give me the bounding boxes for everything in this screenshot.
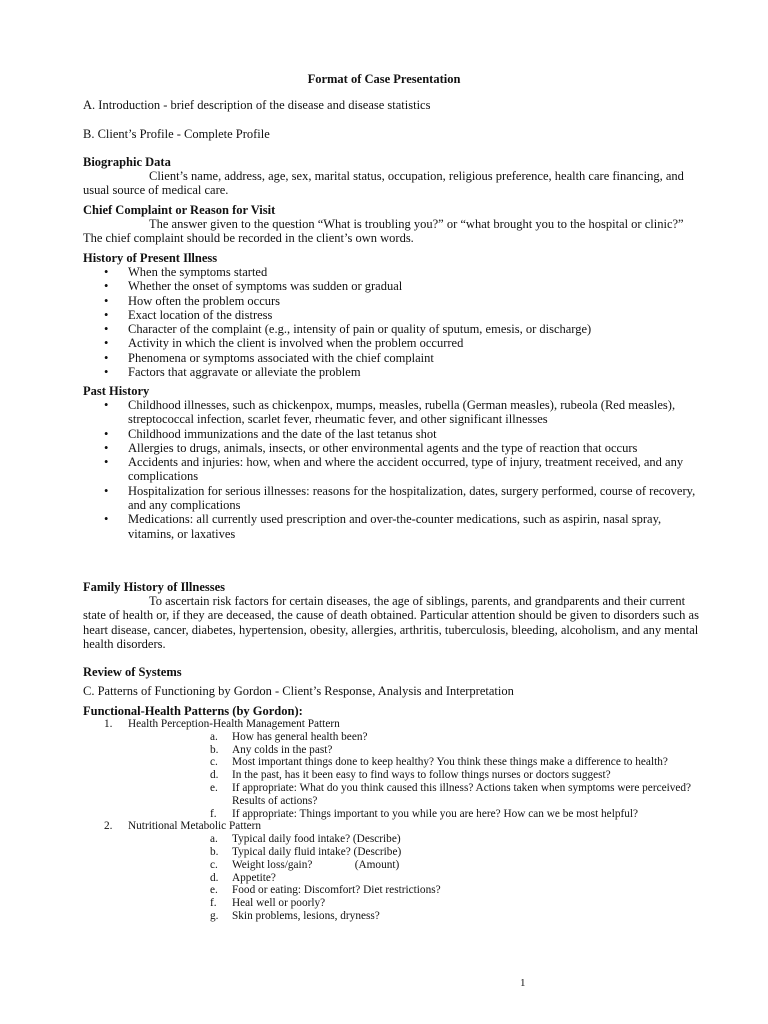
- list-item: • When the symptoms started: [104, 265, 704, 279]
- page-number: 1: [520, 977, 526, 989]
- question-text: How has general health been?: [232, 730, 368, 743]
- list-item: • Whether the onset of symptoms was sudden or gradual: [104, 279, 704, 293]
- list-item: • Character of the complaint (e.g., intensity of pain or quality of sputum, emesis, or discharge): [104, 322, 704, 336]
- question-letter: b.: [210, 845, 219, 858]
- question-text: Typical daily fluid intake? (Describe): [232, 845, 402, 858]
- list-item: • Medications: all currently used prescription and over-the-counter medications, such as aspirin, nasal spray, vitamins, or laxatives: [104, 512, 704, 541]
- question-text: Skin problems, lesions, dryness?: [232, 909, 380, 922]
- question-letter: a.: [210, 833, 218, 846]
- question-item: [210, 897, 698, 910]
- question-text: Food or eating: Discomfort? Diet restrictions?: [232, 884, 441, 897]
- list-item: • Allergies to drugs, animals, insects, or other environmental agents and the type of reaction that occurs: [104, 441, 704, 455]
- functional-patterns-list: [104, 718, 704, 923]
- pattern-number: 2.: [104, 820, 113, 833]
- chief-complaint-text: The answer given to the question “What is troubling you?” or “what brought you to the hospital or clinic?” The chief complaint should be recorded in the client’s own words.: [83, 217, 684, 246]
- question-item: [210, 872, 698, 885]
- list-item: • Hospitalization for serious illnesses: reasons for the hospitalization, dates, surgery performed, course of recovery, and any complications: [104, 484, 704, 513]
- section-c-patterns-of-functioning: C. Patterns of Functioning by Gordon - Client’s Response, Analysis and Interpretation: [83, 684, 514, 698]
- question-item: [210, 744, 698, 757]
- biographic-data-text: Client’s name, address, age, sex, marital status, occupation, religious preference, health care financing, and usual source of medical care.: [83, 169, 684, 198]
- pattern-questions: [210, 833, 698, 923]
- question-letter: e.: [210, 884, 218, 897]
- pattern-item: [104, 718, 704, 820]
- biographic-data-heading: Biographic Data: [83, 155, 171, 169]
- question-letter: b.: [210, 743, 219, 756]
- list-item: • Phenomena or symptoms associated with the chief complaint: [104, 351, 704, 365]
- question-letter: d.: [210, 769, 219, 782]
- question-letter: c.: [210, 858, 218, 871]
- section-b-clients-profile: B. Client’s Profile - Complete Profile: [83, 127, 270, 141]
- question-letter: f.: [210, 807, 217, 820]
- present-illness-list: [104, 265, 704, 379]
- family-history-text: To ascertain risk factors for certain diseases, the age of siblings, parents, and grandparents and their current state of health or, if they are deceased, the cause of death obtained. Particular attention should be given to disorders such as heart disease, cancer, diabetes, hypertension, obesity, allergies, arthritis, tuberculosis, bleeding, alcoholism, and any mental health disorders.: [83, 594, 699, 651]
- question-letter: e.: [210, 781, 218, 794]
- question-item: [210, 756, 698, 769]
- chief-complaint-heading: Chief Complaint or Reason for Visit: [83, 203, 276, 217]
- question-letter: d.: [210, 871, 219, 884]
- list-item: • Exact location of the distress: [104, 308, 704, 322]
- pattern-number: 1.: [104, 718, 113, 730]
- present-illness-heading: History of Present Illness: [83, 251, 218, 265]
- question-text: In the past, has it been easy to find ways to follow things nurses or doctors suggest?: [232, 769, 611, 782]
- question-text: Appetite?: [232, 871, 276, 884]
- question-item: [210, 846, 698, 859]
- list-item: • Accidents and injuries: how, when and where the accident occurred, type of injury, treatment received, and any complications: [104, 455, 704, 484]
- question-letter: c.: [210, 756, 218, 769]
- past-history-list: [104, 398, 704, 541]
- question-item: [210, 808, 698, 821]
- question-text: Typical daily food intake? (Describe): [232, 833, 401, 846]
- question-item: [210, 910, 698, 923]
- pattern-label: Nutritional Metabolic Pattern: [128, 820, 262, 833]
- question-text: Heal well or poorly?: [232, 897, 326, 910]
- question-text: Most important things done to keep healthy? You think these things make a difference to health?: [232, 756, 668, 769]
- question-letter: a.: [210, 730, 218, 743]
- list-item: • Childhood illnesses, such as chickenpox, mumps, measles, rubella (German measles), rubeola (Red measles), streptococcal infection, scarlet fever, rheumatic fever, and other significant illnesses: [104, 398, 704, 427]
- question-text: Weight loss/gain? (Amount): [232, 858, 400, 871]
- question-letter: f.: [210, 897, 217, 910]
- question-item: [210, 859, 698, 872]
- question-text: Any colds in the past?: [232, 743, 333, 756]
- question-letter: g.: [210, 909, 219, 922]
- question-item: [210, 884, 698, 897]
- question-text: If appropriate: What do you think caused this illness? Actions taken when symptoms were perceived? Results of actions?: [232, 781, 692, 807]
- question-item: [210, 731, 698, 744]
- question-item: [210, 782, 698, 808]
- past-history-heading: Past History: [83, 384, 150, 398]
- list-item: • Childhood immunizations and the date of the last tetanus shot: [104, 427, 704, 441]
- review-of-systems-heading: Review of Systems: [83, 665, 182, 679]
- document-title: Format of Case Presentation: [307, 72, 461, 86]
- section-a-introduction: A. Introduction - brief description of the disease and disease statistics: [83, 98, 431, 112]
- question-item: [210, 769, 698, 782]
- list-item: • How often the problem occurs: [104, 294, 704, 308]
- pattern-questions: [210, 731, 698, 821]
- question-text: If appropriate: Things important to you while you are here? How can we be most helpful?: [232, 807, 639, 820]
- pattern-item: [104, 820, 704, 922]
- functional-health-heading: Functional-Health Patterns (by Gordon):: [83, 704, 303, 718]
- list-item: • Factors that aggravate or alleviate the problem: [104, 365, 704, 379]
- question-item: [210, 833, 698, 846]
- list-item: • Activity in which the client is involved when the problem occurred: [104, 336, 704, 350]
- family-history-heading: Family History of Illnesses: [83, 580, 226, 594]
- pattern-label: Health Perception-Health Management Pattern: [128, 718, 340, 730]
